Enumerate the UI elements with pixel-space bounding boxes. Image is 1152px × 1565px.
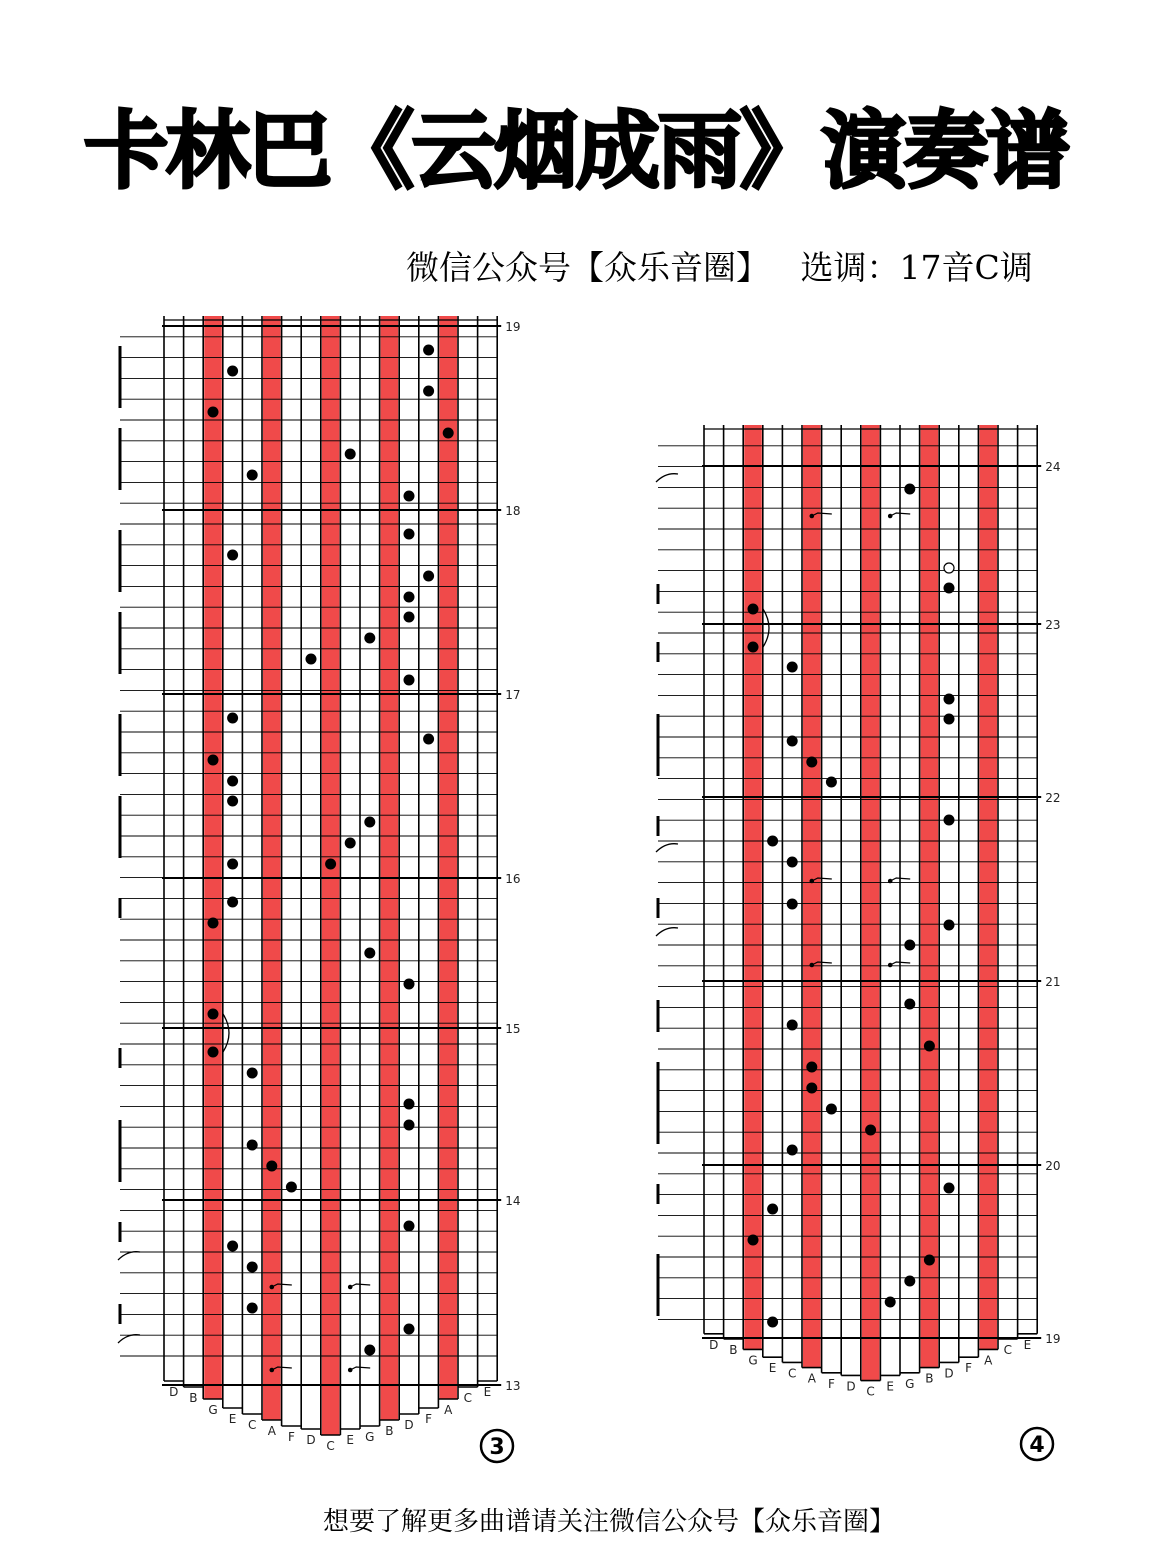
page-number-3: 3 — [489, 1435, 505, 1460]
note-dot-b — [924, 1041, 935, 1052]
tine-label: G — [208, 1403, 218, 1417]
tine-label: C — [248, 1418, 257, 1432]
measure-number: 24 — [1045, 460, 1061, 474]
tine-label: C — [788, 1366, 797, 1381]
tine-label: C — [463, 1391, 472, 1405]
note-dot-g — [208, 918, 219, 929]
tine-label: A — [444, 1403, 453, 1417]
measure-number: 13 — [505, 1379, 521, 1393]
tine-label: E — [346, 1433, 354, 1447]
note-dot-g — [904, 940, 915, 951]
note-dot-d — [404, 979, 415, 990]
note-dot-c — [247, 1303, 258, 1314]
note-dot-g — [208, 755, 219, 766]
note-dot-c — [787, 899, 798, 910]
note-dot-c — [787, 736, 798, 747]
eighth-flag-icon — [656, 844, 678, 852]
note-dot-d — [404, 1221, 415, 1232]
tine-label: B — [729, 1343, 738, 1357]
measure-number: 14 — [505, 1194, 521, 1208]
tine-label: E — [1023, 1337, 1032, 1352]
note-dot-c — [247, 1262, 258, 1273]
tine-label: E — [483, 1385, 492, 1399]
tine-label: B — [189, 1391, 198, 1405]
note-dot-c — [865, 1125, 876, 1136]
page-title: 卡林巴《云烟成雨》演奏谱 — [83, 102, 1068, 200]
note-dot-f — [826, 1104, 837, 1115]
note-dot-d — [404, 1120, 415, 1131]
highlight-tine-g — [204, 316, 222, 1399]
tie-mark — [763, 609, 769, 647]
note-dot-a — [806, 757, 817, 768]
note-dot-g — [748, 642, 759, 653]
note-dot-g — [904, 999, 915, 1010]
note-dot-c — [787, 857, 798, 868]
note-dot-g — [208, 407, 219, 418]
note-dot-e — [767, 1317, 778, 1328]
eighth-flag-icon — [118, 1252, 140, 1260]
highlight-tine-b — [381, 316, 399, 1420]
measure-number: 18 — [505, 504, 521, 518]
note-dot-e — [227, 713, 238, 724]
note-dot-a — [443, 428, 454, 439]
tine-label: G — [748, 1353, 758, 1368]
note-dot-e — [345, 838, 356, 849]
tine-label: B — [925, 1371, 934, 1386]
note-dot-d — [404, 491, 415, 502]
tine-label: F — [287, 1430, 295, 1444]
note-dot-g — [904, 484, 915, 495]
note-dot-a — [806, 1062, 817, 1073]
highlight-tine-c — [322, 316, 340, 1435]
note-dot-e — [227, 897, 238, 908]
note-dot-f — [826, 777, 837, 788]
tine-label: F — [965, 1361, 973, 1376]
highlight-tine-a — [263, 316, 281, 1420]
note-dot-g — [364, 817, 375, 828]
note-dot-f — [423, 345, 434, 356]
note-dot-a — [266, 1161, 277, 1172]
note-dot-a — [806, 1083, 817, 1094]
tine-label: D — [169, 1385, 179, 1399]
tine-label: E — [886, 1379, 894, 1394]
note-dot-g — [904, 1276, 915, 1287]
page-number-badge-4 — [1021, 1428, 1053, 1460]
highlight-tine-c — [862, 425, 880, 1381]
note-dot-c — [787, 1145, 798, 1156]
tine-label: D — [404, 1418, 414, 1432]
note-dot-g — [364, 1345, 375, 1356]
measure-number: 22 — [1045, 791, 1061, 805]
note-dot-g — [364, 633, 375, 644]
note-dot-d — [404, 529, 415, 540]
note-dot-f — [286, 1182, 297, 1193]
note-dot-c — [247, 470, 258, 481]
measure-number: 16 — [505, 872, 521, 886]
note-dot-d — [944, 920, 955, 931]
tine-label: D — [846, 1379, 856, 1394]
note-dot-f — [423, 734, 434, 745]
tine-label: F — [425, 1412, 433, 1426]
eighth-flag-icon — [656, 928, 678, 936]
tine-label: B — [385, 1424, 394, 1438]
highlight-tine-b — [921, 425, 939, 1368]
measure-number: 21 — [1045, 975, 1061, 989]
tine-label: A — [807, 1371, 816, 1386]
tine-label: D — [709, 1337, 719, 1352]
note-dot-e — [227, 776, 238, 787]
note-dot-d — [944, 714, 955, 725]
note-dot-g — [748, 604, 759, 615]
measure-number: 20 — [1045, 1159, 1061, 1173]
measure-number: 17 — [505, 688, 521, 702]
page-number-4: 4 — [1029, 1433, 1045, 1458]
note-dot-e — [227, 1241, 238, 1252]
tine-label: G — [905, 1376, 915, 1391]
page-number-badge-3 — [481, 1430, 513, 1462]
tine-label: G — [365, 1430, 375, 1444]
highlight-tine-a — [979, 425, 997, 1349]
note-dot-d — [404, 612, 415, 623]
tine-label: C — [326, 1439, 335, 1453]
note-dot-f — [423, 386, 434, 397]
note-dot-d — [944, 815, 955, 826]
highlight-tine-a — [803, 425, 821, 1368]
note-dot-g — [208, 1047, 219, 1058]
note-dot-e — [227, 550, 238, 561]
tablature-page-4 — [656, 425, 1060, 1399]
tine-label: C — [1003, 1343, 1012, 1357]
tine-label: E — [768, 1361, 777, 1376]
note-dot-d — [944, 1183, 955, 1194]
note-dot-c — [325, 859, 336, 870]
footer-note: 想要了解更多曲谱请关注微信公众号【众乐音圈】 — [322, 1507, 895, 1537]
open-note-circle — [944, 563, 954, 573]
note-dot-e — [767, 836, 778, 847]
tine-label: D — [944, 1366, 954, 1381]
note-dot-d — [404, 1324, 415, 1335]
note-dot-e — [345, 449, 356, 460]
tie-mark — [223, 1014, 229, 1052]
highlight-tine-a — [439, 316, 457, 1399]
note-dot-b — [924, 1255, 935, 1266]
tine-label: E — [228, 1412, 237, 1426]
note-dot-d — [404, 592, 415, 603]
note-dot-g — [748, 1235, 759, 1246]
note-dot-g — [208, 1009, 219, 1020]
tine-label: C — [866, 1384, 875, 1399]
note-dot-c — [247, 1068, 258, 1079]
tablature-page-3 — [118, 316, 520, 1453]
tine-label: F — [827, 1376, 835, 1391]
note-dot-d — [404, 675, 415, 686]
eighth-flag-icon — [118, 1335, 140, 1343]
note-dot-e — [227, 796, 238, 807]
highlight-tine-g — [744, 425, 762, 1349]
note-dot-e — [227, 366, 238, 377]
note-dot-d — [944, 694, 955, 705]
note-dot-c — [247, 1140, 258, 1151]
eighth-flag-icon — [656, 474, 678, 482]
note-dot-e — [227, 859, 238, 870]
tine-label: A — [984, 1353, 993, 1368]
note-dot-d — [944, 583, 955, 594]
note-dot-d — [404, 1099, 415, 1110]
note-dot-g — [364, 948, 375, 959]
tine-label: A — [267, 1424, 276, 1438]
measure-number: 15 — [505, 1022, 521, 1036]
note-dot-d — [306, 654, 317, 665]
measure-number: 19 — [1045, 1332, 1061, 1346]
tine-label: D — [306, 1433, 316, 1447]
note-dot-e — [885, 1297, 896, 1308]
note-dot-e — [767, 1204, 778, 1215]
measure-number: 23 — [1045, 618, 1061, 632]
note-dot-c — [787, 1020, 798, 1031]
page-subtitle: 微信公众号【众乐音圈】 选调：17音C调 — [406, 248, 1033, 287]
note-dot-f — [423, 571, 434, 582]
note-dot-c — [787, 662, 798, 673]
measure-number: 19 — [505, 320, 521, 334]
